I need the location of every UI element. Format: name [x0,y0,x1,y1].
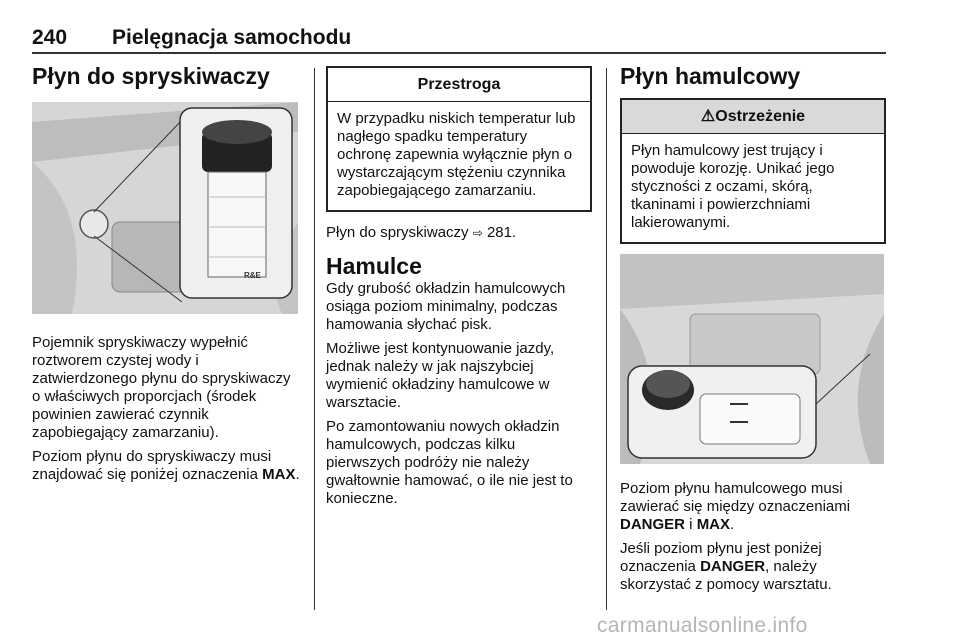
cross-reference [326,224,592,242]
section-title: Pielęgnacja samochodu [112,26,352,49]
warning-header [622,100,884,134]
brakes-paragraph-2: Możliwe jest kontynuowanie jazdy, jednak należy w jak najszybciej wymienić okładziny hamulcowe w warsztacie. [326,340,555,411]
watermark: carmanualsonline.info [597,614,808,637]
header-rule [32,52,886,54]
danger-mark-2: DANGER [700,558,766,575]
warning-title: Ostrzeżenie [715,108,806,125]
engine-bay-drawing [32,102,298,314]
column-divider-1 [314,68,315,610]
page-reference-arrow-icon: ⇨ [472,226,483,240]
brakes-paragraph-3: Po zamontowaniu nowych okładzin hamulcowych, podczas kilku pierwszych podróży nie należy gwałtownie hamować, o ile nie jest to konieczne. [326,418,573,507]
brake-fluid-paragraph-1-text: Poziom płynu hamulcowego musi zawierać się między oznaczeniami [620,480,851,515]
max-mark: MAX [262,466,296,483]
washer-fluid-paragraph-2-end: . [295,466,300,483]
column-divider-2 [606,68,607,610]
washer-fluid-heading: Płyn do spryskiwaczy [32,63,270,89]
brake-reservoir-illustration [620,254,884,464]
caution-box [326,66,592,212]
warning-triangle-icon: ⚠ [700,108,716,125]
brake-fluid-drawing [620,254,884,464]
washer-fluid-paragraph-2-text: Poziom płynu do spryskiwaczy musi znajdować się poniżej oznaczenia [32,448,272,483]
brakes-paragraph-1: Gdy grubość okładzin hamulcowych osiąga poziom minimalny, podczas hamowania słychać pisk. [326,280,566,333]
max-mark-brake: MAX [696,516,731,533]
conjunction: i [685,516,697,533]
brake-fluid-paragraph-1 [620,480,886,534]
caution-title: Przestroga [328,68,590,102]
cross-reference-text: Płyn do spryskiwaczy [326,224,473,241]
brake-fluid-paragraph-2 [620,540,886,594]
washer-fluid-paragraph-1: Pojemnik spryskiwaczy wypełnić roztworem czystej wody i zatwierdzonego płynu do spryskiwaczy o właściwych proporcjach (środek powinien zawierać czynnik zapobiegający zamarzaniu). [32,334,291,441]
brake-fluid-paragraph-2-end: , należy skorzystać z pomocy warsztatu. [620,558,832,593]
page-number: 240 [32,26,68,49]
brake-fluid-heading: Płyn hamulcowy [620,63,801,89]
brakes-heading: Hamulce [326,253,422,279]
column-washer-fluid [32,62,302,490]
warning-box [620,98,886,244]
washer-fluid-paragraph-2 [32,448,302,484]
brake-fluid-paragraph-2-text: Jeśli poziom płynu jest poniżej oznaczenia [620,540,822,575]
danger-mark: DANGER [620,516,686,533]
cross-reference-page: 281. [482,224,517,241]
period: . [730,516,735,533]
caution-text: W przypadku niskich temperatur lub nagłego spadku temperatury ochronę zapewnia wyłącznie płyn o wystarczającym stężeniu czynnika zapobiegającego zamarzaniu. [337,110,576,199]
washer-reservoir-illustration [32,102,298,314]
reservoir-cap-label: R&E [244,271,261,280]
column-brakes [326,66,592,514]
column-brake-fluid [620,62,886,600]
warning-text: Płyn hamulcowy jest trujący i powoduje korozję. Unikać jego styczności z oczami, skórą, tkaninami i powierzchniami lakierowanymi. [631,142,835,231]
